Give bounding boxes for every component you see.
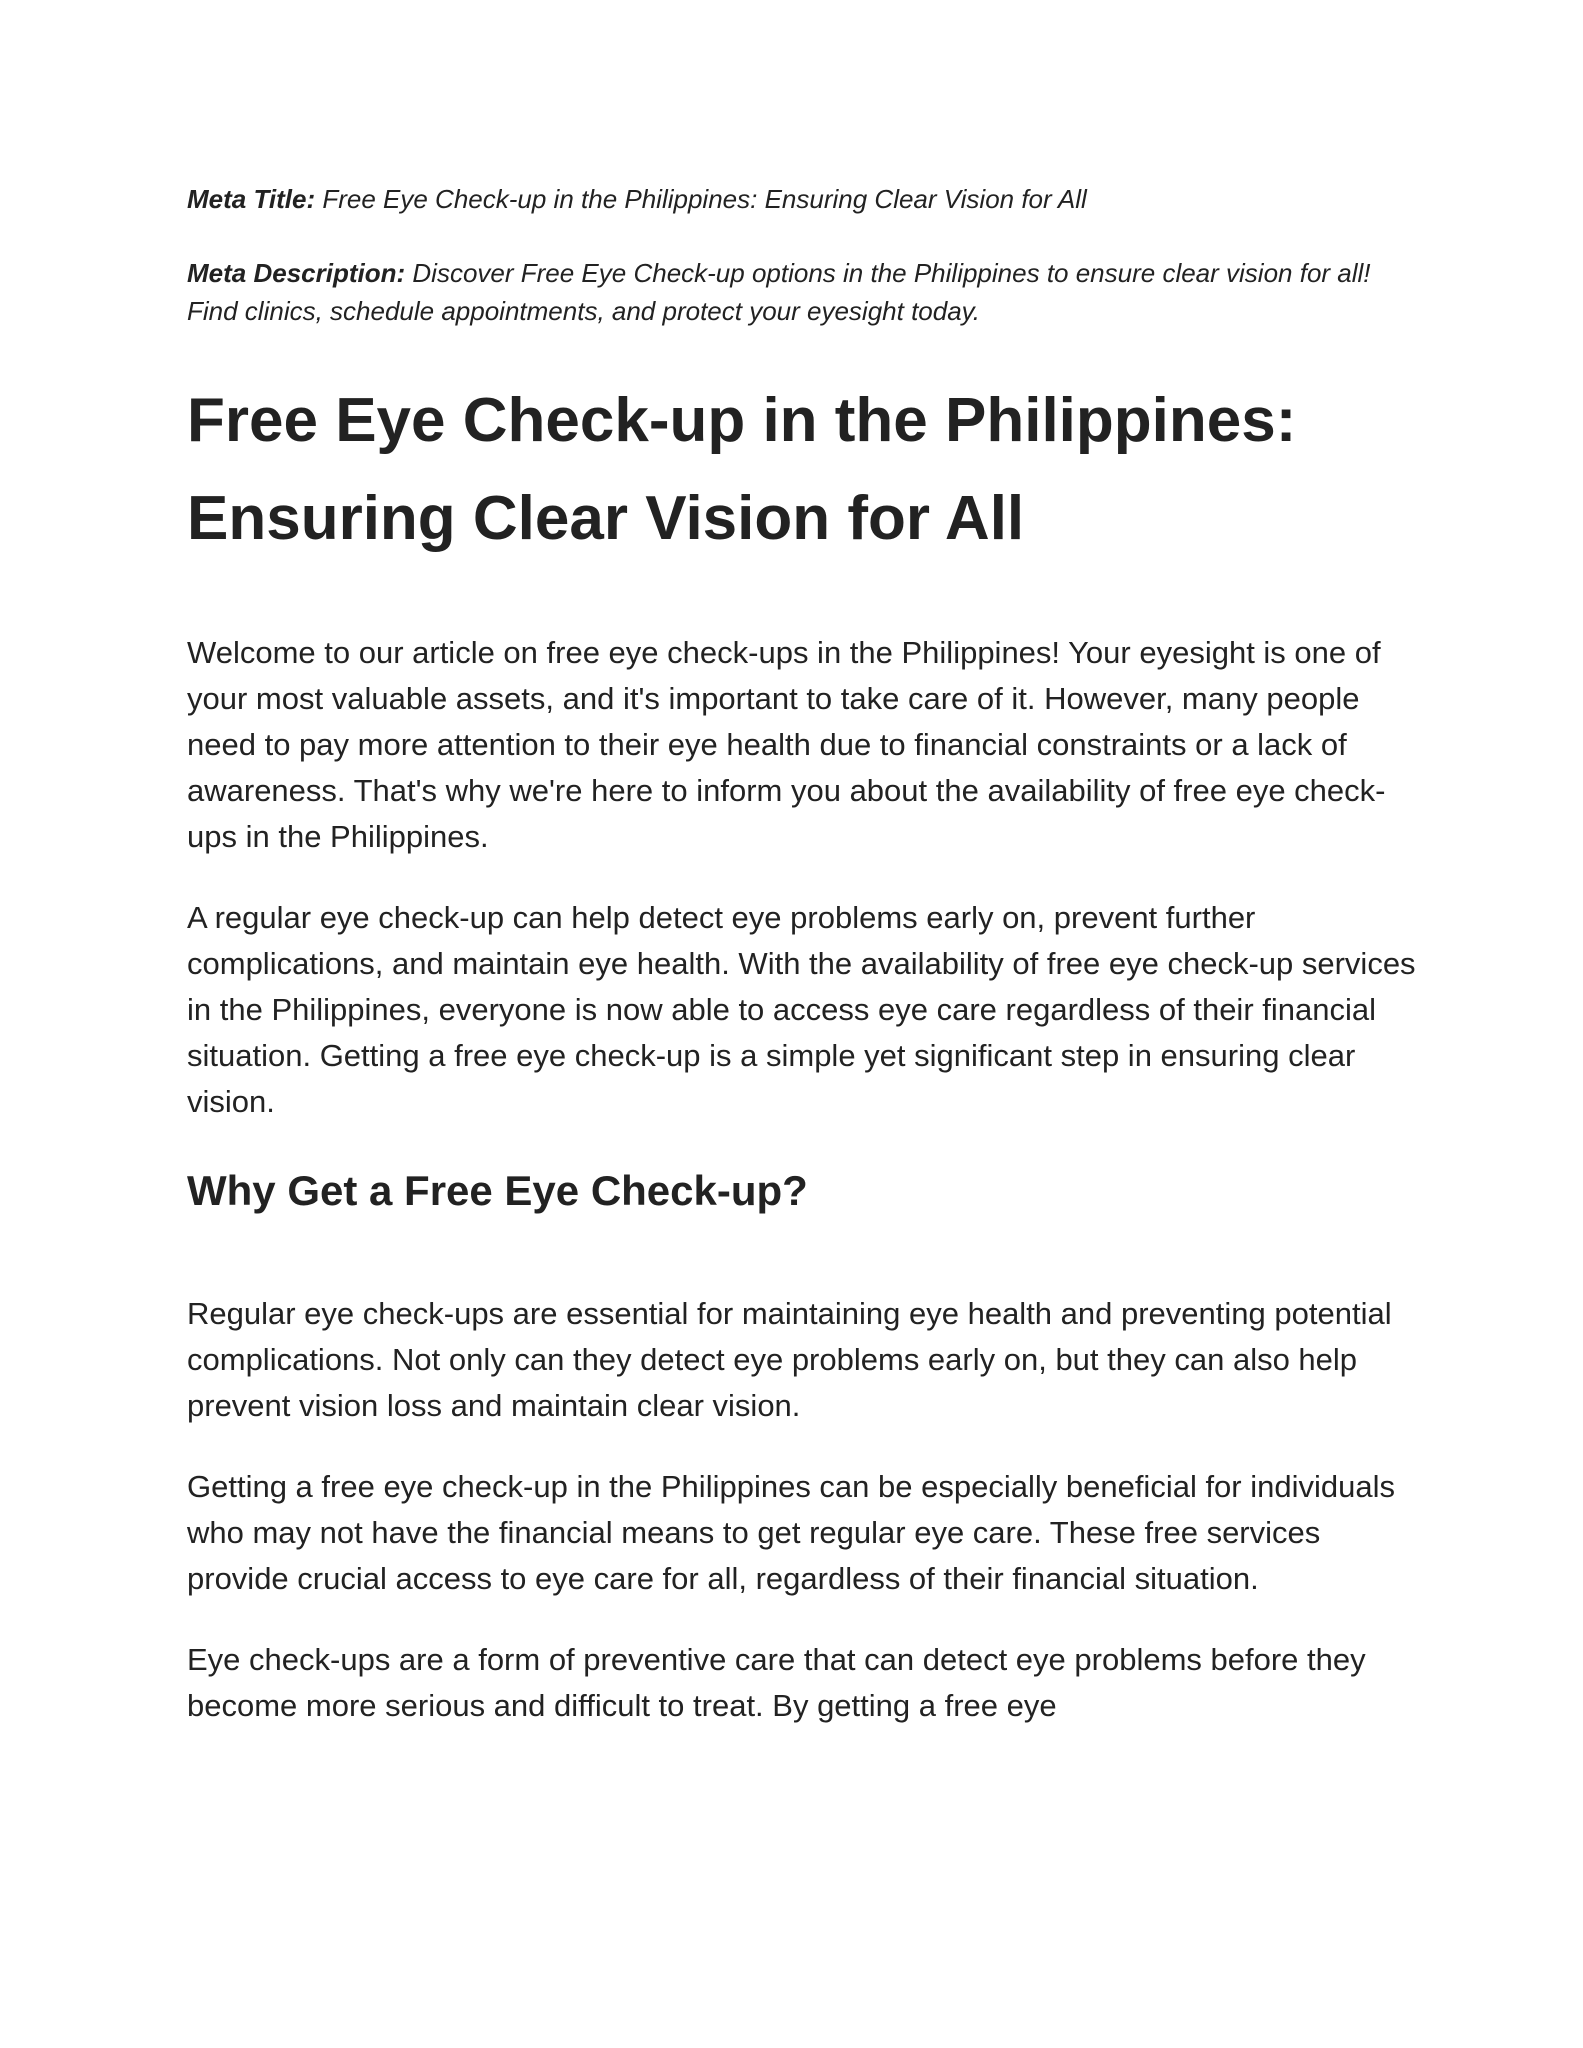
- intro-paragraph: A regular eye check-up can help detect eye problems early on, prevent further complications, and maintain eye health. With the availability of free eye check-up services in the Philippines, everyone is now able to access eye care regardless of their financial situation. Getting a free eye check-up is a simple yet significant step in ensuring clear vision.: [187, 900, 1416, 1119]
- meta-description: [187, 254, 1427, 330]
- meta-description-value: Discover Free Eye Check-up options in the Philippines to ensure clear vision for all! Find clinics, schedule appointments, and protect your eyesight today.: [187, 258, 1371, 326]
- intro-paragraph: Welcome to our article on free eye check-ups in the Philippines! Your eyesight is one of your most valuable assets, and it's important to take care of it. However, many people need to pay more attention to their eye health due to financial constraints or a lack of awareness. That's why we're here to inform you about the availability of free eye check-ups in the Philippines.: [187, 635, 1386, 854]
- meta-title-value: Free Eye Check-up in the Philippines: Ensuring Clear Vision for All: [322, 184, 1087, 214]
- section-heading: Why Get a Free Eye Check-up?: [187, 1167, 808, 1214]
- meta-title-label: Meta Title:: [187, 184, 316, 214]
- meta-title: [187, 180, 1427, 218]
- article-title: Free Eye Check-up in the Philippines: Ensuring Clear Vision for All: [187, 386, 1297, 553]
- section-paragraph: Eye check-ups are a form of preventive care that can detect eye problems before they become more serious and difficult to treat. By getting a free eye: [187, 1642, 1366, 1723]
- section-paragraph: Regular eye check-ups are essential for maintaining eye health and preventing potential complications. Not only can they detect eye problems early on, but they can also help prevent vision loss and maintain clear vision.: [187, 1296, 1392, 1423]
- meta-description-label: Meta Description:: [187, 258, 406, 288]
- section-paragraph: Getting a free eye check-up in the Philippines can be especially beneficial for individuals who may not have the financial means to get regular eye care. These free services provide crucial access to eye care for all, regardless of their financial situation.: [187, 1469, 1395, 1596]
- document-page: [187, 180, 1427, 1764]
